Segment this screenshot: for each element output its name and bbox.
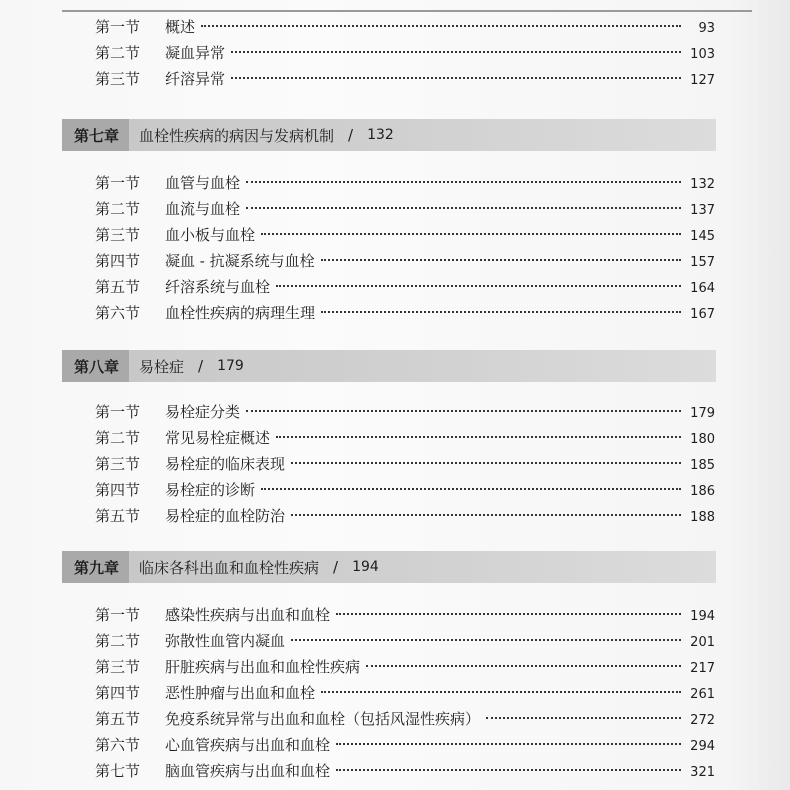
section-title: 易栓症的血栓防治	[165, 507, 286, 525]
section-title: 概述	[165, 18, 196, 36]
page-number: 261	[690, 687, 715, 702]
leader-dots	[246, 181, 681, 183]
section-number: 第一节	[95, 403, 141, 421]
toc-entry[interactable]	[95, 16, 715, 38]
toc-entry[interactable]	[95, 656, 715, 678]
page-number: 127	[690, 73, 715, 88]
toc-entry[interactable]	[95, 250, 715, 272]
toc-entry[interactable]	[95, 682, 715, 704]
chapter-header[interactable]	[62, 551, 716, 583]
toc-entry[interactable]	[95, 479, 715, 501]
toc-entry[interactable]	[95, 172, 715, 194]
page-number: 272	[690, 713, 715, 728]
section-title: 免疫系统异常与出血和血栓（包括风湿性疾病）	[165, 710, 481, 728]
section-title: 易栓症分类	[165, 403, 241, 421]
section-number: 第五节	[95, 710, 141, 728]
toc-entry[interactable]	[95, 708, 715, 730]
section-title: 弥散性血管内凝血	[165, 632, 286, 650]
section-title: 易栓症的诊断	[165, 481, 256, 499]
leader-dots	[231, 77, 681, 79]
page-number: 321	[690, 765, 715, 780]
section-title: 血小板与血栓	[165, 226, 256, 244]
leader-dots	[486, 717, 681, 719]
section-title: 凝血 - 抗凝系统与血栓	[165, 252, 315, 270]
toc-entry[interactable]	[95, 734, 715, 756]
toc-entry[interactable]	[95, 453, 715, 475]
section-number: 第四节	[95, 684, 141, 702]
section-number: 第五节	[95, 278, 141, 296]
leader-dots	[261, 488, 681, 490]
toc-entry[interactable]	[95, 604, 715, 626]
leader-dots	[201, 25, 681, 27]
section-number: 第三节	[95, 455, 141, 473]
section-number: 第一节	[95, 606, 141, 624]
section-title: 纤溶异常	[165, 70, 226, 88]
top-rule	[62, 10, 752, 12]
page-number: 167	[690, 307, 715, 322]
toc-entry[interactable]	[95, 224, 715, 246]
section-number: 第一节	[95, 18, 141, 36]
chapter-page: 179	[217, 358, 244, 374]
leader-dots	[276, 436, 681, 438]
chapter-page: 194	[352, 559, 379, 575]
toc-entry[interactable]	[95, 505, 715, 527]
chapter-title: 血栓性疾病的病因与发病机制	[139, 126, 335, 145]
toc-entry[interactable]	[95, 401, 715, 423]
section-title: 恶性肿瘤与出血和血栓	[165, 684, 316, 702]
section-number: 第三节	[95, 70, 141, 88]
section-title: 血流与血栓	[165, 200, 241, 218]
section-title: 纤溶系统与血栓	[165, 278, 271, 296]
leader-dots	[321, 259, 681, 261]
page-number: 194	[690, 609, 715, 624]
page-number: 185	[690, 458, 715, 473]
section-number: 第六节	[95, 304, 141, 322]
chapter-number: 第八章	[62, 350, 129, 382]
chapter-number: 第七章	[62, 119, 129, 151]
toc-entry[interactable]	[95, 760, 715, 782]
page-number: 294	[690, 739, 715, 754]
section-title: 易栓症的临床表现	[165, 455, 286, 473]
section-title: 肝脏疾病与出血和血栓性疾病	[165, 658, 361, 676]
section-title: 常见易栓症概述	[165, 429, 271, 447]
toc-entry[interactable]	[95, 198, 715, 220]
chapter-title: 临床各科出血和血栓性疾病	[139, 558, 320, 577]
section-number: 第四节	[95, 252, 141, 270]
leader-dots	[276, 285, 681, 287]
section-number: 第二节	[95, 200, 141, 218]
leader-dots	[291, 462, 681, 464]
leader-dots	[336, 769, 681, 771]
page-number: 93	[698, 21, 715, 36]
section-number: 第三节	[95, 658, 141, 676]
leader-dots	[291, 514, 681, 516]
section-number: 第二节	[95, 44, 141, 62]
page-number: 137	[690, 203, 715, 218]
chapter-page: 132	[367, 127, 394, 143]
section-title: 凝血异常	[165, 44, 226, 62]
chapter-header[interactable]	[62, 350, 716, 382]
leader-dots	[336, 743, 681, 745]
section-title: 血栓性疾病的病理生理	[165, 304, 316, 322]
section-title: 血管与血栓	[165, 174, 241, 192]
page-number: 132	[690, 177, 715, 192]
page-number: 217	[690, 661, 715, 676]
section-number: 第一节	[95, 174, 141, 192]
leader-dots	[261, 233, 681, 235]
section-title: 感染性疾病与出血和血栓	[165, 606, 331, 624]
section-number: 第五节	[95, 507, 141, 525]
toc-entry[interactable]	[95, 276, 715, 298]
section-number: 第二节	[95, 632, 141, 650]
page-number: 164	[690, 281, 715, 296]
chapter-separator: /	[198, 357, 204, 375]
section-title: 脑血管疾病与出血和血栓	[165, 762, 331, 780]
page-number: 186	[690, 484, 715, 499]
toc-entry[interactable]	[95, 427, 715, 449]
section-number: 第四节	[95, 481, 141, 499]
leader-dots	[321, 311, 681, 313]
chapter-number: 第九章	[62, 551, 129, 583]
leader-dots	[291, 639, 681, 641]
toc-entry[interactable]	[95, 302, 715, 324]
section-number: 第七节	[95, 762, 141, 780]
toc-entry[interactable]	[95, 42, 715, 64]
leader-dots	[366, 665, 681, 667]
page-number: 180	[690, 432, 715, 447]
chapter-title: 易栓症	[139, 357, 185, 376]
section-title: 心血管疾病与出血和血栓	[165, 736, 331, 754]
page-edge-shadow	[730, 0, 790, 790]
leader-dots	[246, 410, 681, 412]
section-number: 第六节	[95, 736, 141, 754]
chapter-separator: /	[348, 126, 354, 144]
leader-dots	[336, 613, 681, 615]
page-number: 201	[690, 635, 715, 650]
leader-dots	[246, 207, 681, 209]
page-number: 145	[690, 229, 715, 244]
chapter-header[interactable]	[62, 119, 716, 151]
toc-entry[interactable]	[95, 630, 715, 652]
page-number: 157	[690, 255, 715, 270]
leader-dots	[321, 691, 681, 693]
section-number: 第三节	[95, 226, 141, 244]
page-number: 179	[690, 406, 715, 421]
section-number: 第二节	[95, 429, 141, 447]
page-number: 103	[690, 47, 715, 62]
toc-entry[interactable]	[95, 68, 715, 90]
leader-dots	[231, 51, 681, 53]
page-number: 188	[690, 510, 715, 525]
chapter-separator: /	[333, 558, 339, 576]
